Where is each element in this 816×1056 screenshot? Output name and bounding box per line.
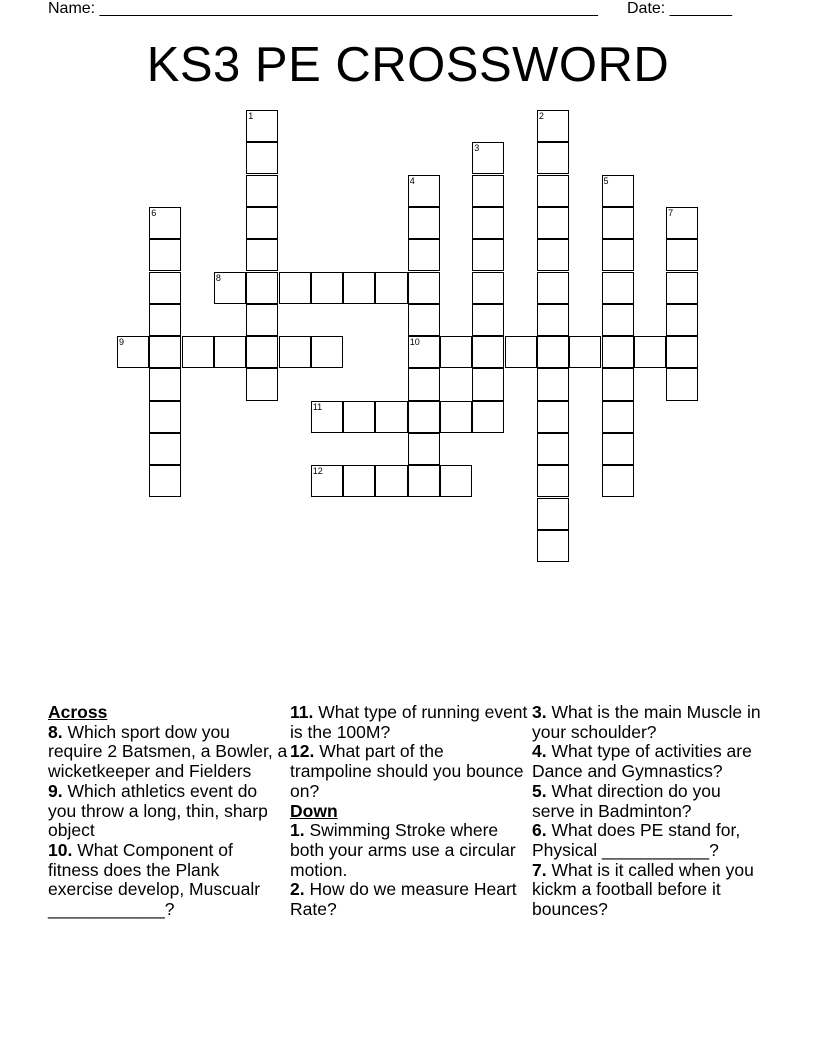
crossword-cell[interactable] [472, 336, 504, 368]
crossword-cell[interactable] [408, 433, 440, 465]
crossword-cell[interactable] [537, 368, 569, 400]
crossword-cell[interactable] [214, 336, 246, 368]
clue-down-3 [532, 703, 768, 742]
crossword-cell[interactable] [343, 465, 375, 497]
clue-text: What Component of fitness does the Plank exercise develop, Muscualr ____________? [48, 839, 261, 920]
clue-text: What type of running event is the 100M? [290, 702, 528, 742]
crossword-cell[interactable] [246, 207, 278, 239]
clue-number: 1. [290, 820, 305, 841]
page-title: KS3 PE CROSSWORD [146, 38, 670, 92]
crossword-cell[interactable] [537, 433, 569, 465]
crossword-cell[interactable] [246, 304, 278, 336]
crossword-cell[interactable] [375, 465, 407, 497]
crossword-cell[interactable] [602, 239, 634, 271]
clue-text: Which athletics event do you throw a long, thin, sharp object [48, 780, 268, 841]
crossword-cell[interactable] [537, 498, 569, 530]
clue-across-11 [290, 703, 530, 742]
clue-down-7 [532, 861, 768, 920]
clue-number: 5. [532, 780, 547, 801]
crossword-cell[interactable] [408, 336, 440, 368]
crossword-cell[interactable] [375, 272, 407, 304]
cell-number: 4 [409, 175, 415, 186]
clue-across-8 [48, 723, 288, 782]
crossword-cell[interactable] [408, 368, 440, 400]
crossword-cell[interactable] [408, 465, 440, 497]
crossword-cell[interactable] [537, 175, 569, 207]
cell-number: 6 [151, 207, 157, 218]
clue-text: What is it called when you kickm a football before it bounces? [532, 859, 754, 920]
crossword-cell[interactable] [666, 272, 698, 304]
crossword-cell[interactable] [246, 175, 278, 207]
crossword-cell[interactable] [117, 336, 149, 368]
clue-down-2 [290, 880, 530, 919]
crossword-cell[interactable] [149, 433, 181, 465]
clues-column-2 [290, 703, 530, 920]
cell-number: 8 [215, 272, 221, 283]
crossword-cell[interactable] [472, 272, 504, 304]
crossword-cell[interactable] [408, 272, 440, 304]
crossword-cell[interactable] [537, 336, 569, 368]
clue-number: 3. [532, 702, 547, 722]
crossword-cell[interactable] [537, 207, 569, 239]
crossword-cell[interactable] [440, 336, 472, 368]
crossword-cell[interactable] [279, 272, 311, 304]
cell-number: 12 [312, 466, 323, 477]
crossword-cell[interactable] [666, 304, 698, 336]
crossword-cell[interactable] [602, 207, 634, 239]
crossword-cell[interactable] [311, 465, 343, 497]
crossword-cell[interactable] [440, 465, 472, 497]
clue-number: 2. [290, 879, 305, 900]
crossword-cell[interactable] [602, 368, 634, 400]
name-field-label: Name: ________________________________________________________ [48, 0, 598, 17]
crossword-cell[interactable] [472, 368, 504, 400]
clue-number: 10. [48, 839, 73, 860]
clue-down-5 [532, 782, 768, 821]
crossword-cell[interactable] [440, 401, 472, 433]
cell-number: 2 [538, 111, 544, 121]
crossword-cell[interactable] [537, 465, 569, 497]
crossword-cell[interactable] [666, 207, 698, 239]
clue-down-1 [290, 821, 530, 880]
crossword-cell[interactable] [149, 304, 181, 336]
clue-text: What part of the trampoline should you bounce on? [290, 741, 524, 801]
clue-number: 6. [532, 820, 547, 841]
crossword-cell[interactable] [408, 207, 440, 239]
crossword-cell[interactable] [505, 336, 537, 368]
clue-down-4 [532, 742, 768, 781]
crossword-cell[interactable] [602, 336, 634, 368]
clue-text: What does PE stand for, Physical ___________? [532, 820, 741, 860]
crossword-cell[interactable] [311, 401, 343, 433]
crossword-cell[interactable] [666, 336, 698, 368]
crossword-cell[interactable] [149, 336, 181, 368]
crossword-cell[interactable] [246, 110, 278, 142]
clue-across-10 [48, 841, 288, 920]
clues-column-3 [532, 703, 768, 920]
clue-text: What is the main Muscle in your schoulder? [532, 702, 761, 742]
crossword-cell[interactable] [246, 272, 278, 304]
crossword-cell[interactable] [149, 368, 181, 400]
crossword-cell[interactable] [246, 239, 278, 271]
crossword-cell[interactable] [602, 465, 634, 497]
crossword-cell[interactable] [537, 530, 569, 562]
crossword-cell[interactable] [246, 142, 278, 174]
clue-number: 12. [290, 741, 315, 762]
cell-number: 1 [248, 111, 254, 121]
cell-number: 3 [474, 143, 480, 154]
crossword-cell[interactable] [472, 304, 504, 336]
clue-down-6 [532, 821, 768, 860]
cell-number: 7 [668, 207, 674, 218]
crossword-cell[interactable] [602, 175, 634, 207]
clue-number: 11. [290, 702, 314, 722]
crossword-cell[interactable] [343, 401, 375, 433]
clue-text: How do we measure Heart Rate? [290, 879, 517, 920]
clue-across-9 [48, 782, 288, 841]
crossword-cell[interactable] [408, 239, 440, 271]
clues-column-1 [48, 703, 288, 920]
crossword-cell[interactable] [537, 142, 569, 174]
crossword-cell[interactable] [472, 175, 504, 207]
crossword-cell[interactable] [343, 272, 375, 304]
crossword-cell[interactable] [472, 401, 504, 433]
date-field-label: Date: _______ [627, 0, 732, 17]
crossword-cell[interactable] [408, 175, 440, 207]
crossword-cell[interactable] [246, 336, 278, 368]
crossword-cell[interactable] [634, 336, 666, 368]
crossword-cell[interactable] [537, 110, 569, 142]
crossword-cell[interactable] [666, 239, 698, 271]
crossword-cell[interactable] [246, 368, 278, 400]
down-heading: Down [290, 800, 338, 821]
cell-number: 10 [409, 337, 420, 348]
crossword-cell[interactable] [408, 304, 440, 336]
cell-number: 9 [119, 337, 125, 348]
across-heading: Across [48, 702, 108, 722]
cell-number: 11 [312, 401, 323, 412]
crossword-cell[interactable] [311, 336, 343, 368]
crossword-cell[interactable] [666, 368, 698, 400]
clue-number: 4. [532, 741, 547, 762]
clue-number: 7. [532, 859, 547, 880]
crossword-cell[interactable] [537, 401, 569, 433]
crossword-cell[interactable] [375, 401, 407, 433]
crossword-cell[interactable] [537, 239, 569, 271]
crossword-cell[interactable] [472, 239, 504, 271]
crossword-cell[interactable] [149, 239, 181, 271]
crossword-cell[interactable] [149, 465, 181, 497]
crossword-cell[interactable] [182, 336, 214, 368]
crossword-cell[interactable] [311, 272, 343, 304]
clue-text: What type of activities are Dance and Gymnastics? [532, 741, 752, 782]
crossword-cell[interactable] [472, 142, 504, 174]
crossword-cell[interactable] [408, 401, 440, 433]
crossword-cell[interactable] [149, 272, 181, 304]
crossword-cell[interactable] [537, 272, 569, 304]
clue-text: What direction do you serve in Badminton? [532, 780, 721, 821]
clue-number: 8. [48, 721, 63, 742]
crossword-cell[interactable] [279, 336, 311, 368]
crossword-cell[interactable] [602, 433, 634, 465]
clue-number: 9. [48, 780, 63, 801]
crossword-cell[interactable] [602, 304, 634, 336]
clue-across-12 [290, 742, 530, 801]
crossword-cell[interactable] [569, 336, 601, 368]
cell-number: 5 [603, 175, 609, 186]
clue-text: Swimming Stroke where both your arms use a circular motion. [290, 820, 516, 880]
crossword-cell[interactable] [149, 207, 181, 239]
crossword-cell[interactable] [537, 304, 569, 336]
crossword-cell[interactable] [472, 207, 504, 239]
crossword-cell[interactable] [602, 401, 634, 433]
crossword-cell[interactable] [149, 401, 181, 433]
crossword-cell[interactable] [214, 272, 246, 304]
crossword-cell[interactable] [602, 272, 634, 304]
clue-text: Which sport dow you require 2 Batsmen, a Bowler, a wicketkeeper and Fielders [48, 721, 288, 782]
